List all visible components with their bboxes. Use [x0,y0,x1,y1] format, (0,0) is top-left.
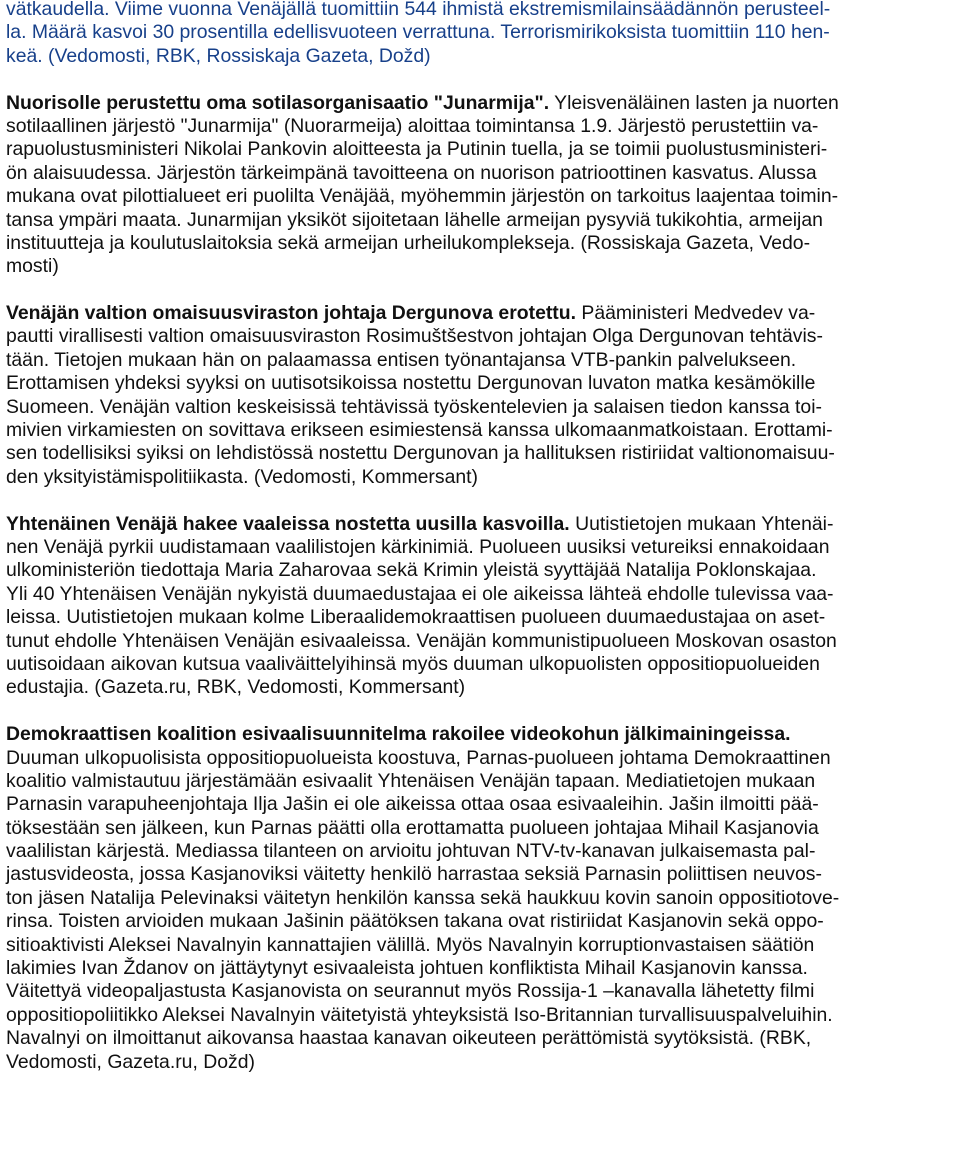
article-line [6,162,954,185]
article-text: sotilaallinen järjestö "Junarmija" (Nuorarmeija) aloittaa toimintansa 1.9. Järjestö perustettiin va- [6,114,819,137]
article-text: Uutistietojen mukaan Yhtenäi- [569,512,834,535]
paragraph-spacer [6,68,954,91]
article-text: ulkoministeriön tiedottaja Maria Zaharovaa sekä Krimin yleistä syyttäjää Natalija Poklonskajaa. [6,559,817,582]
article-line [6,676,954,699]
article-line [6,747,954,770]
article-text: lakimies Ivan Ždanov on jättäytynyt esivaaleista johtuen konfliktista Mihail Kasjanovin kanssa. [6,957,808,980]
intro-line: la. Määrä kasvoi 30 prosentilla edellisvuoteen verrattuna. Terrorismirikoksista tuomittiin 110 hen- [6,21,830,44]
article-headline: Yhtenäinen Venäjä hakee vaaleissa nostetta uusilla kasvoilla. [6,512,570,535]
article-text: rinsa. Toisten arvioiden mukaan Jašinin päätöksen takana ovat ristiriidat Kasjanovin sekä oppo- [6,910,824,933]
news-article [6,302,954,489]
article-line [6,513,954,536]
article-text: töksestään sen jälkeen, kun Parnas päätti olla erottamatta puolueen johtajaa Mihail Kasjanovia [6,816,819,839]
article-headline: Demokraattisen koalition esivaalisuunnitelma rakoilee videokohun jälkimainingeissa. [6,723,791,746]
article-line [6,793,954,816]
article-line [6,185,954,208]
article-text: koalitio valmistautuu järjestämään esivaalit Yhtenäisen Venäjän tapaan. Mediatietojen mukaan [6,769,816,792]
article-line [6,302,954,325]
article-line [6,442,954,465]
article-line [6,1027,954,1050]
article-line [6,396,954,419]
article-line [6,630,954,653]
article-text: mosti) [6,255,59,278]
article-line [6,606,954,629]
article-text: uutisoidaan aikovan kutsua vaaliväittelyihinsä myös duuman ulkopuolisten oppositiopuolueiden [6,652,820,675]
article-line [6,372,954,395]
article-text: mivien virkamiesten on sovittava erikseen esimiestensä kanssa ulkomaanmatkoistaan. Erottami- [6,419,833,442]
news-articles [6,68,954,1074]
article-text: den yksityistämispolitiikasta. (Vedomosti, Kommersant) [6,465,479,488]
article-line [6,349,954,372]
article-text: instituutteja ja koulutuslaitoksia sekä armeijan urheilukomplekseja. (Rossiskaja Gazeta, Vedo- [6,231,811,254]
article-line [6,840,954,863]
article-headline: Nuorisolle perustettu oma sotilasorganisaatio "Junarmija". [6,91,550,114]
news-article [6,92,954,279]
article-line [6,887,954,910]
article-text: Yleisvenäläinen lasten ja nuorten [549,91,839,114]
article-text: edustajia. (Gazeta.ru, RBK, Vedomosti, Kommersant) [6,676,466,699]
intro-line: keä. (Vedomosti, RBK, Rossiskaja Gazeta, Dožd) [6,44,431,67]
article-text: ton jäsen Natalija Pelevinaksi väitetyn henkilön kanssa sekä haukkuu kovin sanoin oppositiotove- [6,886,840,909]
article-text: mukana ovat pilottialueet eri puolilta Venäjää, myöhemmin järjestön on tarkoitus laajentaa toimin- [6,185,839,208]
article-line [6,910,954,933]
article-line [6,232,954,255]
article-text: tään. Tietojen mukaan hän on palaamassa entisen työnantajansa VTB-pankin palvelukseen. [6,348,797,371]
news-article [6,513,954,700]
article-text: ön alaisuudessa. Järjestön tärkeimpänä tavoitteena on nuorison patrioottinen kasvatus. Alussa [6,161,817,184]
article-text: tansa ympäri maata. Junarmijan yksiköt sijoitetaan lähelle armeijan pysyviä tukikohtia, armeijan [6,208,823,231]
article-line [6,1051,954,1074]
intro-line: vätkaudella. Viime vuonna Venäjällä tuomittiin 544 ihmistä ekstremismilainsäädännön perusteel- [6,0,831,20]
article-line [6,957,954,980]
article-line [6,653,954,676]
article-line [6,817,954,840]
article-line [6,934,954,957]
article-text: Yli 40 Yhtenäisen Venäjän nykyistä duumaedustajaa ei ole aikeissa lähteä ehdolle tulevissa vaa- [6,582,834,605]
article-line [6,255,954,278]
article-text: Navalnyi on ilmoittanut aikovansa haastaa kanavan oikeuteen perättömistä syytöksistä. (RBK, [6,1027,812,1050]
article-text: Vedomosti, Gazeta.ru, Dožd) [6,1050,255,1073]
article-line [6,419,954,442]
article-headline: Venäjän valtion omaisuusviraston johtaja Dergunova erotettu. [6,302,576,325]
paragraph-spacer [6,700,954,723]
article-text: jastusvideosta, jossa Kasjanoviksi väitetty henkilö harrastaa seksiä Parnasin poliittisen neuvos- [6,863,822,886]
paragraph-spacer [6,489,954,512]
intro-paragraph [6,0,954,68]
article-line [6,980,954,1003]
article-text: Suomeen. Venäjän valtion keskeisissä tehtävissä työskentelevien ja salaisen tiedon kanssa toi- [6,395,822,418]
article-text: pautti virallisesti valtion omaisuusviraston Rosimuštšestvon johtajan Olga Dergunovan tehtävis- [6,325,823,348]
article-text: Erottamisen yhdeksi syyksi on uutisotsikoissa nostettu Dergunovan luvaton matka kesämökille [6,372,816,395]
article-line [6,1004,954,1027]
article-text: nen Venäjä pyrkii uudistamaan vaalilistojen kärkinimiä. Puolueen uusiksi vetureiksi ennakoidaan [6,535,830,558]
article-line [6,466,954,489]
article-line [6,770,954,793]
article-line [6,92,954,115]
article-text: sitioaktivisti Aleksei Navalnyin kannattajien välillä. Myös Navalnyin korruptionvastaisen säätiön [6,933,815,956]
article-text: tunut ehdolle Yhtenäisen Venäjän esivaaleissa. Venäjän kommunistipuolueen Moskovan osaston [6,629,837,652]
article-text: Pääministeri Medvedev va- [576,302,816,325]
article-line [6,115,954,138]
article-line [6,138,954,161]
article-text: leissa. Uutistietojen mukaan kolme Liberaalidemokraattisen puolueen duumaedustajaa on aset- [6,606,826,629]
article-text: Duuman ulkopuolisista oppositiopuolueista koostuva, Parnas-puolueen johtama Demokraattinen [6,746,831,769]
article-text: rapuolustusministeri Nikolai Pankovin aloitteesta ja Putinin tuella, ja se toimii puolustusministeri- [6,138,828,161]
article-line [6,325,954,348]
article-line [6,583,954,606]
article-line [6,723,954,746]
article-text: oppositiopoliitikko Aleksei Navalnyin väitetyistä yhteyksistä Iso-Britannian turvallisuuspalveluihin. [6,1003,833,1026]
article-text: Väitettyä videopaljastusta Kasjanovista on seurannut myös Rossija-1 –kanavalla lähetetty filmi [6,980,815,1003]
article-line [6,536,954,559]
article-text: Parnasin varapuheenjohtaja Ilja Jašin ei ole aikeissa ottaa osaa esivaaleihin. Jašin ilmoitti pää- [6,793,819,816]
article-text: vaalilistan kärjestä. Mediassa tilanteen on arvioitu johtuvan NTV-tv-kanavan julkaisemasta pal- [6,840,816,863]
article-line [6,209,954,232]
article-line [6,559,954,582]
paragraph-spacer [6,279,954,302]
news-article [6,723,954,1074]
article-text: sen todellisiksi syiksi on lehdistössä nostettu Dergunovan ja hallituksen ristiriidat valtionomaisuu- [6,442,835,465]
article-line [6,863,954,886]
